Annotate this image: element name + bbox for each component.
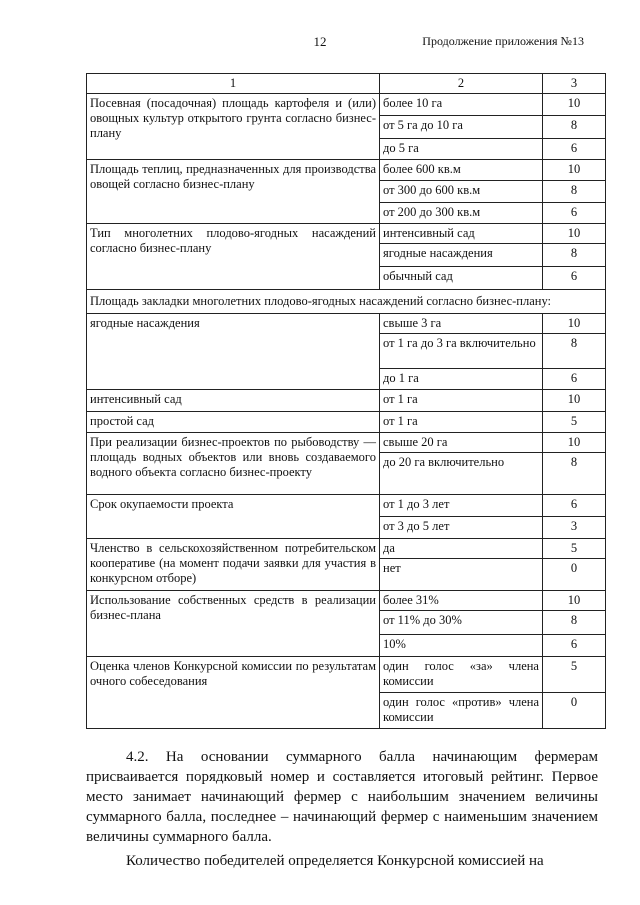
criterion-orchard-type: Тип многолетних плодово-ягодных насаждений согласно бизнес-плану (87, 224, 380, 290)
table-row (87, 495, 606, 517)
table-row (87, 412, 606, 433)
score-cell: 5 (543, 657, 606, 693)
condition-cell: до 1 га (380, 369, 543, 390)
table-row (87, 390, 606, 412)
score-cell: 6 (543, 495, 606, 517)
score-cell: 5 (543, 412, 606, 433)
header-col-2: 2 (380, 74, 543, 94)
condition-cell: обычный сад (380, 267, 543, 290)
score-cell: 8 (543, 244, 606, 267)
table-row (87, 290, 606, 314)
condition-cell: до 20 га включительно (380, 453, 543, 495)
page-number: 12 (313, 34, 327, 49)
paragraph-winners: Количество победителей определяется Конкурсной комиссией на (126, 853, 544, 869)
table-row (87, 160, 606, 181)
table-row (87, 539, 606, 559)
paragraph-4-2: 4.2. На основании суммарного балла начинающим фермерам присваивается порядковый номер и составляется итоговый рейтинг. Первое место занимает начинающий фермер с наибольшим значением величины суммарного балла, последнее – начинающий фермер с наименьшим значением величины суммарного балла. (86, 749, 598, 845)
condition-cell: более 600 кв.м (380, 160, 543, 181)
condition-cell: один голос «за» члена комиссии (380, 657, 543, 693)
table-row (87, 314, 606, 334)
table-row (87, 224, 606, 244)
score-cell: 6 (543, 369, 606, 390)
condition-cell: от 3 до 5 лет (380, 517, 543, 539)
score-cell: 10 (543, 314, 606, 334)
condition-cell: нет (380, 559, 543, 591)
table-row (87, 94, 606, 116)
score-cell: 8 (543, 611, 606, 635)
condition-cell: от 200 до 300 кв.м (380, 203, 543, 224)
condition-cell: от 1 га до 3 га включительно (380, 334, 543, 369)
continuation-note: Продолжение приложения №13 (422, 34, 584, 48)
criterion-own-funds: Использование собственных средств в реализации бизнес-плана (87, 591, 380, 657)
condition-cell: ягодные насаждения (380, 244, 543, 267)
criterion-simple: простой сад (87, 412, 380, 433)
condition-cell: от 11% до 30% (380, 611, 543, 635)
criterion-intensive: интенсивный сад (87, 390, 380, 412)
score-cell: 10 (543, 94, 606, 116)
condition-cell: более 31% (380, 591, 543, 611)
header-col-1: 1 (87, 74, 380, 94)
score-cell: 6 (543, 203, 606, 224)
condition-cell: интенсивный сад (380, 224, 543, 244)
condition-cell: да (380, 539, 543, 559)
condition-cell: от 1 до 3 лет (380, 495, 543, 517)
score-cell: 3 (543, 517, 606, 539)
orchard-area-title: Площадь закладки многолетних плодово-ягодных насаждений согласно бизнес-плану: (87, 290, 606, 314)
criterion-greenhouse-area: Площадь теплиц, предназначенных для производства овощей согласно бизнес-плану (87, 160, 380, 224)
condition-cell: 10% (380, 635, 543, 657)
condition-cell: до 5 га (380, 139, 543, 160)
criterion-planting-area: Посевная (посадочная) площадь картофеля и (или) овощных культур открытого грунта согласно бизнес-плану (87, 94, 380, 160)
score-cell: 8 (543, 334, 606, 369)
score-cell: 0 (543, 693, 606, 729)
criteria-table (86, 73, 606, 729)
score-cell: 6 (543, 139, 606, 160)
condition-cell: один голос «против» члена комиссии (380, 693, 543, 729)
table-row (87, 591, 606, 611)
score-cell: 8 (543, 181, 606, 203)
score-cell: 10 (543, 433, 606, 453)
score-cell: 6 (543, 635, 606, 657)
criterion-payback: Срок окупаемости проекта (87, 495, 380, 539)
score-cell: 0 (543, 559, 606, 591)
condition-cell: от 1 га (380, 412, 543, 433)
table-row (87, 657, 606, 693)
score-cell: 10 (543, 160, 606, 181)
condition-cell: от 5 га до 10 га (380, 116, 543, 139)
score-cell: 6 (543, 267, 606, 290)
condition-cell: от 1 га (380, 390, 543, 412)
condition-cell: свыше 3 га (380, 314, 543, 334)
score-cell: 10 (543, 591, 606, 611)
table-row (87, 433, 606, 453)
criterion-interview: Оценка членов Конкурсной комиссии по результатам очного собеседования (87, 657, 380, 729)
condition-cell: более 10 га (380, 94, 543, 116)
score-cell: 8 (543, 453, 606, 495)
criterion-fish: При реализации бизнес-проектов по рыбоводству — площадь водных объектов или вновь создаваемого водного объекта согласно бизнес-проекту (87, 433, 380, 495)
condition-cell: от 300 до 600 кв.м (380, 181, 543, 203)
table-header-row (87, 74, 606, 94)
score-cell: 5 (543, 539, 606, 559)
score-cell: 10 (543, 390, 606, 412)
criterion-coop: Членство в сельскохозяйственном потребительском кооперативе (на момент подачи заявки для участия в конкурсном отборе) (87, 539, 380, 591)
header-col-3: 3 (543, 74, 606, 94)
score-cell: 10 (543, 224, 606, 244)
criterion-berry: ягодные насаждения (87, 314, 380, 390)
condition-cell: свыше 20 га (380, 433, 543, 453)
score-cell: 8 (543, 116, 606, 139)
